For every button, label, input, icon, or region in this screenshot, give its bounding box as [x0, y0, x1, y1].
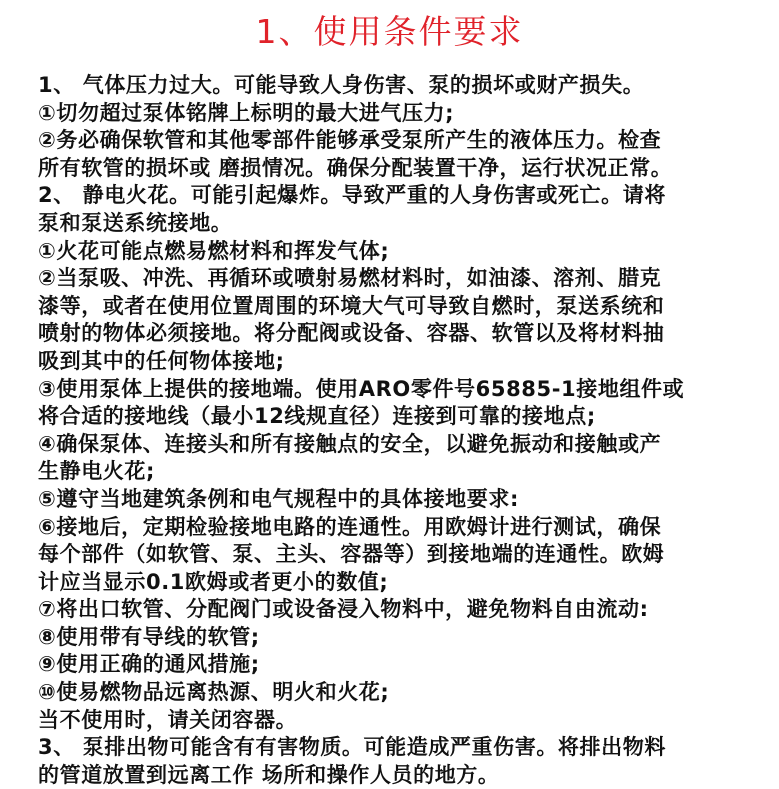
text-line: 计应当显示0.1欧姆或者更小的数值;	[38, 569, 389, 594]
text-line: ⑨使用正确的通风措施;	[38, 652, 260, 677]
text-line: ⑥接地后，定期检验接地电路的连通性。用欧姆计进行测试，确保	[38, 514, 662, 539]
text-line: 3、 泵排出物可能含有有害物质。可能造成严重伤害。将排出物料	[38, 735, 666, 760]
text-line: ⑧使用带有导线的软管;	[38, 624, 260, 649]
text-line: ②当泵吸、冲洗、再循环或喷射易燃材料时，如油漆、溶剂、腊克	[38, 266, 662, 291]
text-line: 将合适的接地线（最小12线规直径）连接到可靠的接地点;	[38, 404, 596, 429]
text-line: 喷射的物体必须接地。将分配阀或设备、容器、软管以及将材料抽	[38, 321, 665, 346]
requirements-text	[38, 72, 743, 789]
text-line: 吸到其中的任何物体接地;	[38, 348, 285, 373]
text-line: 漆等，或者在使用位置周围的环境大气可导致自燃时，泵送系统和	[38, 293, 665, 318]
text-line: 生静电火花;	[38, 459, 155, 484]
text-line: 的管道放置到远离工作 场所和操作人员的地方。	[38, 762, 500, 787]
text-line: 当不使用时，请关闭容器。	[38, 707, 298, 732]
text-line: 所有软管的损坏或 磨损情况。确保分配装置干净，运行状况正常。	[38, 155, 673, 180]
page-title: 1、使用条件要求	[255, 12, 524, 51]
text-line: ①切勿超过泵体铭牌上标明的最大进气压力;	[38, 100, 455, 125]
text-line: 每个部件（如软管、泵、主头、容器等）到接地端的连通性。欧姆	[38, 542, 665, 567]
text-line: 1、 气体压力过大。可能导致人身伤害、泵的损坏或财产损失。	[38, 73, 645, 97]
text-line: 2、 静电火花。可能引起爆炸。导致严重的人身伤害或死亡。请将	[38, 183, 666, 208]
text-line: ⑤遵守当地建筑条例和电气规程中的具体接地要求:	[38, 486, 519, 511]
text-line: 泵和泵送系统接地。	[38, 210, 233, 235]
text-line: ②务必确保软管和其他零部件能够承受泵所产生的液体压力。检查	[38, 128, 662, 153]
text-line: ⑦将出口软管、分配阀门或设备浸入物料中，避免物料自由流动:	[38, 597, 649, 622]
text-line: ③使用泵体上提供的接地端。使用ARO零件号65885-1接地组件或	[38, 376, 685, 401]
text-line: ④确保泵体、连接头和所有接触点的安全，以避免振动和接触或产	[38, 431, 662, 456]
text-line: ⑩使易燃物品远离热源、明火和火花;	[38, 680, 390, 705]
text-line: ①火花可能点燃易燃材料和挥发气体;	[38, 238, 390, 263]
